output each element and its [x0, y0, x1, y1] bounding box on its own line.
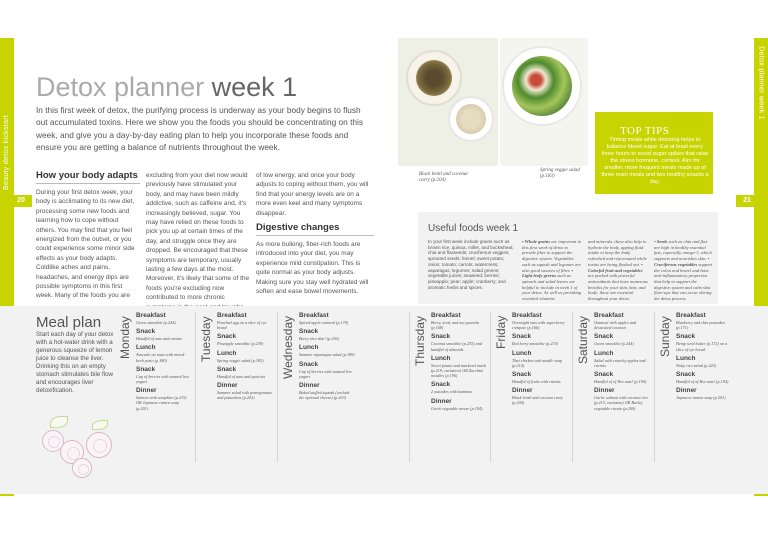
day-name-monday: Monday — [118, 316, 132, 359]
useful-foods-col-3 — [588, 239, 648, 302]
meal-item-dinner: Garlic salmon with coconut rice (p.215, variation) OR Barley vegetable risotto (p.200) — [594, 395, 649, 411]
meal-label-breakfast: Breakfast — [217, 312, 247, 319]
day-divider — [277, 312, 278, 462]
meal-label-dinner: Dinner — [512, 387, 533, 395]
day-divider — [195, 312, 196, 462]
meal-item-dinner: Greek vegetable mezze (p.194) — [431, 405, 483, 411]
meal-item-lunch: Summer asparagus salad (p.189) — [299, 352, 355, 358]
meal-label-dinner: Dinner — [431, 397, 452, 405]
meal-label-lunch: Lunch — [217, 349, 237, 357]
meal-label-dinner: Dinner — [594, 387, 615, 395]
meal-item-snack2: Handful of nuts and apricots — [217, 373, 266, 379]
day-column-tuesday — [217, 312, 273, 400]
useful-foods-col-4 — [654, 239, 714, 302]
useful-foods-col-2 — [522, 239, 582, 302]
meal-item-dinner: Japanese ramen soup (p.201) — [676, 395, 726, 401]
useful-lead-leafy-greens: • Light leafy greens — [522, 267, 573, 279]
meal-item-snack2: Handful of of Hot nuts! (p.194) — [676, 379, 729, 385]
meal-label-snack: Snack — [676, 371, 696, 379]
body-column-1 — [36, 171, 140, 301]
page-number-left: 20 — [10, 195, 32, 207]
meal-item-lunch: Salad with crunchy apples and carrots — [594, 357, 646, 368]
meal-item-lunch: Spring veggie salad (p.183) — [217, 357, 264, 363]
body-text-1: During your first detox week, your body is acclimating to its new diet, processing some new foods and learning how to cope without others. You may find that you feel energized from the outset, or you could experience some minor side effects as your body adapts. Coldlike aches and pains, headaches, and energy dips are possible symptoms in this first week. Many of the foods you are — [36, 189, 135, 300]
meal-label-breakfast: Breakfast — [299, 312, 329, 319]
meal-label-dinner: Dinner — [299, 382, 320, 390]
meal-item-dinner: Baked stuffed squash (exclude the optional cheese) (p.203) — [299, 390, 350, 401]
meal-item-breakfast: Overnight oats with superberry compote (p.166) — [512, 320, 565, 331]
meal-item-snack1: Coconut smoothie (p.235) and handful of almonds — [431, 341, 482, 352]
page-title — [36, 72, 297, 103]
meal-label-lunch: Lunch — [431, 354, 451, 362]
meal-plan-band — [0, 306, 768, 494]
day-column-sunday — [676, 312, 732, 400]
meal-label-snack: Snack — [512, 333, 532, 341]
meal-label-lunch: Lunch — [136, 344, 156, 352]
meal-item-snack2: Handful of fruits with raisins — [512, 379, 561, 385]
meal-label-breakfast: Breakfast — [594, 312, 624, 319]
body-text-3: of low energy, and once your body adjusts to coping without them, you will find that your energy levels are on a more even keel and many symptoms disappear. — [256, 172, 369, 217]
meal-item-breakfast: Blueberry and chia pancakes (p.171) — [676, 320, 725, 331]
useful-lead-colorful: • Colorful fruit and vegetables — [588, 261, 643, 273]
heading-body-adapts: How your body adapts — [36, 171, 140, 184]
day-divider — [409, 312, 410, 462]
day-name-friday: Friday — [494, 316, 508, 350]
day-name-thursday: Thursday — [413, 316, 427, 367]
body-column-2 — [146, 171, 250, 312]
meal-item-breakfast: Berry, seed, and nut granola (p.168) — [431, 320, 479, 331]
useful-lead-seeds: • Seeds — [654, 239, 668, 244]
title-week: week 1 — [211, 72, 298, 102]
rice-image — [456, 104, 486, 134]
useful-text-cruciferous: support the colon and bowel and have anti-inflammatory properties that help to support the digestive system and calm skin flare-ups that can occur during the detox process. — [654, 261, 713, 302]
meal-item-dinner: Black lentil and coconut curry (p.204) — [512, 395, 563, 406]
body-column-3 — [256, 171, 374, 296]
meal-label-snack: Snack — [136, 365, 156, 373]
day-name-saturday: Saturday — [576, 316, 590, 365]
day-column-saturday — [594, 312, 650, 411]
day-column-monday — [136, 312, 192, 411]
meal-item-snack2: Cup of berries with natural live yogurt — [136, 373, 189, 385]
meal-label-lunch: Lunch — [512, 349, 532, 357]
meal-item-dinner: Salmon with samphire (p.215) OR Japanese ramen soup (p.201) — [136, 395, 187, 411]
photo-lentil-curry — [398, 38, 498, 166]
meal-item-snack2: Cup of berries with natural live yogurt — [299, 368, 352, 379]
meal-label-breakfast: Breakfast — [676, 312, 706, 319]
useful-text-colorful: are packed with powerful antioxidants that have numerous benefits for your skin, hair, and body; these are essential throughout your detox. — [588, 273, 648, 302]
useful-text-minerals: and minerals, these also help to hydrate the body, upping fluid intake to keep the body refreshed and rejuvenated while toxins are being flushed out. — [588, 239, 647, 267]
salad-image — [512, 56, 572, 116]
meal-item-breakfast: Spiced apple oatmeal (p.170) — [299, 320, 349, 325]
page-number-right: 21 — [736, 195, 758, 207]
meal-item-dinner: Summer salad with pomegranate and pistachios (p.202) — [217, 390, 273, 401]
meal-item-snack1: Pineapple smoothie (p.239) — [217, 341, 264, 347]
useful-foods-title: Useful foods week 1 — [428, 223, 519, 234]
meal-label-snack: Snack — [431, 333, 451, 341]
meal-label-snack: Snack — [594, 333, 614, 341]
day-column-thursday — [431, 312, 487, 411]
meal-item-lunch: Avocado on toast with mixed-herb pesto (p.180) — [136, 352, 186, 363]
meal-item-snack2: 2 oatcakes with hummus — [431, 389, 473, 395]
meal-label-breakfast: Breakfast — [136, 312, 166, 319]
meal-item-snack1: Hemp seed butter (p.172) on a slice of rye bread — [676, 341, 728, 352]
meal-label-snack: Snack — [299, 328, 319, 336]
day-name-tuesday: Tuesday — [199, 316, 213, 362]
meal-item-lunch: Sweet potato and mackerel mash (p.219; variation) OR Zucchini noodles (p.196) — [431, 362, 486, 379]
body-text-2: excluding from your diet now would previously have stimulated your body, and may have been mildly addictive, such as caffeine and, it's increasingly believed, sugar. You may have relied on these foods to pick you up at certain times of the day, and struggle once they are dropped. Be encouraged that these symptoms are temporary, usually lasting a few days at the most. Moreover, it's likely that some of the foods you're excluding now contributed to more chronic — [146, 172, 250, 302]
heading-digestive-changes: Digestive changes — [256, 223, 374, 236]
meal-item-snack1: Red berry smoothie (p.233) — [512, 341, 559, 347]
meal-label-lunch: Lunch — [676, 354, 696, 362]
day-divider — [572, 312, 573, 462]
meal-label-dinner: Dinner — [136, 387, 157, 395]
meal-label-snack: Snack — [299, 360, 319, 368]
day-name-wednesday: Wednesday — [281, 316, 295, 380]
meal-label-snack: Snack — [217, 333, 237, 341]
meal-label-dinner: Dinner — [676, 387, 697, 395]
day-column-wednesday — [299, 312, 355, 400]
caption-spring-salad: Spring veggie salad (p.183) — [540, 168, 580, 179]
top-tips-title: TOP TIPS — [620, 125, 670, 137]
meal-label-snack: Snack — [594, 371, 614, 379]
day-divider — [654, 312, 655, 462]
day-name-sunday: Sunday — [658, 316, 672, 357]
meal-plan-intro: Start each day of your detox with a hot-water drink with a generous squeeze of lemon juice to cleanse the liver. Drinking this on an empty stomach stimulates bile flow and encourages liver detoxification. — [36, 331, 114, 394]
intro-paragraph: In this first week of detox, the purifying process is underway as your body begins to flush out accumulated toxins. Here we show you the foods you should be concentrating on this week, and give you a day-by-day eating plan to help you incorporate these foods and ensure you are getting a balance of nutrients throughout the week. — [36, 105, 364, 152]
meal-plan-title: Meal plan — [36, 314, 102, 331]
meal-item-breakfast: Poached egg on a slice of rye bread — [217, 320, 267, 331]
useful-lead-cruciferous: • Cruciferous vegetables — [654, 256, 710, 267]
left-running-head: Beauty detox kickstart — [3, 114, 10, 190]
right-running-head: Detox planner week 1 — [758, 46, 765, 120]
useful-lead-whole-grains: • Whole grains — [522, 239, 551, 244]
meal-label-snack: Snack — [512, 371, 532, 379]
curry-image — [416, 60, 452, 96]
meal-item-snack2: Handful of of Hot nuts! (p.194) — [594, 379, 647, 385]
title-main: Detox planner — [36, 72, 205, 102]
body-text-3b: As more bulking, fiber-rich foods are introduced into your diet, you may experience mild constipation. This is quite normal as your body adjusts. Making sure you stay well hydrated will soften and ease bowel movements. — [256, 241, 369, 296]
meal-item-snack1: Berry nice skin! (p.236) — [299, 336, 340, 342]
useful-text-leafy-greens: such as spinach and salad leaves are helpful to include in week 1 of your detox. As well as providing essential vitamins — [522, 273, 582, 302]
meal-label-snack: Snack — [676, 333, 696, 341]
meal-label-snack: Snack — [431, 381, 451, 389]
meal-label-snack: Snack — [217, 365, 237, 373]
useful-text-whole-grains: are important in this first week of detox to provide fiber to support the digestive system. Vegetables such as squash and legumes are also good sources of fiber. — [522, 239, 582, 273]
caption-lentil-curry: Black lentil and coconut curry (p.204) — [419, 172, 468, 183]
photo-spring-salad — [500, 38, 588, 166]
meal-item-snack1: Green smoothie (p.244) — [594, 341, 634, 347]
meal-label-dinner: Dinner — [217, 382, 238, 390]
day-column-friday — [512, 312, 568, 406]
meal-item-lunch: Thai chicken and noodle soup (p.214) — [512, 357, 563, 368]
meal-item-breakfast: Oatmeal with apples and dessicated coconut — [594, 320, 636, 331]
meal-label-snack: Snack — [136, 328, 156, 336]
meal-label-breakfast: Breakfast — [431, 312, 461, 319]
top-tips-text: Timing meals while detoxing helps to balance blood sugar. Eat at least every three hours to avoid sugar spikes that raise the stress hormone, cortisol. Aim for smaller, more frequent meals made up of three main meals and two healthy snacks a day. — [601, 137, 709, 185]
meal-label-breakfast: Breakfast — [512, 312, 542, 319]
meal-item-snack1: Handful of oats and raisins — [136, 336, 182, 342]
useful-foods-col-1: In your first week include grains such as brown rice, quinoa, millet, and buckwheat; chia and flaxseeds; cruciferous veggies; sprouted seeds; fennel; sweet potato; onion; tomato; carrots; watercress; asparagus; legumes; salad greens; vegetable juices; seaweed; berries; pineapple; pear; apple; cranberry; and aromatic herbs and spices. — [428, 239, 514, 290]
day-divider — [490, 312, 491, 462]
meal-label-lunch: Lunch — [299, 344, 319, 352]
useful-text-seeds: such as chia and flax are high in healthy essential fats, especially omega-3, which supports and nourishes skin. — [654, 239, 712, 262]
meal-item-lunch: Nutty rice salad (p.220) — [676, 362, 717, 368]
meal-item-breakfast: Green smoothie (p.244) — [136, 320, 176, 325]
meal-label-lunch: Lunch — [594, 349, 614, 357]
